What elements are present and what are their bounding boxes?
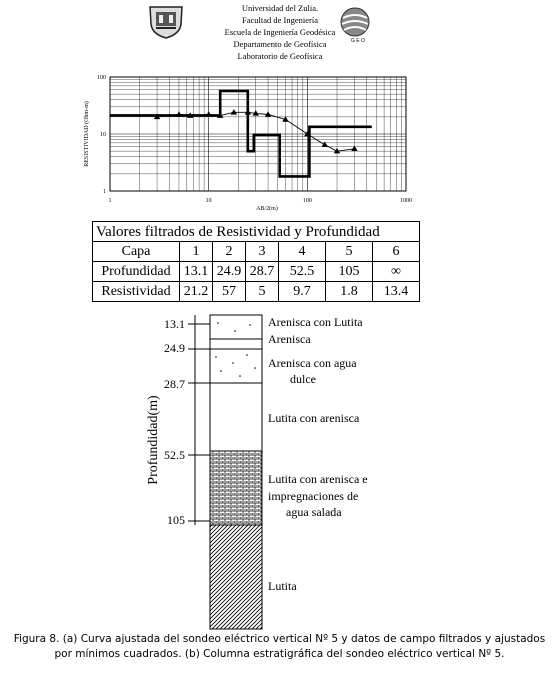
- header-line-laboratory: Laboratorio de Geofísica: [237, 51, 323, 61]
- table-cell: 105: [326, 262, 373, 282]
- field-data-point: [176, 111, 182, 116]
- field-data-point: [351, 146, 357, 151]
- layer-arenisca: [210, 339, 262, 349]
- depth-label: 13.1: [164, 317, 185, 331]
- y-tick-label: 100: [97, 75, 106, 81]
- table-row: [93, 282, 420, 302]
- table-cell: 1: [180, 242, 213, 262]
- table-row: [93, 242, 420, 262]
- x-axis-label: AB/2(m): [256, 206, 278, 212]
- field-data-point: [245, 109, 251, 114]
- geophysics-lab-logo: [337, 4, 381, 44]
- x-tick-label: 100: [302, 198, 312, 204]
- filtered-values-table: [92, 221, 420, 302]
- table-cell: 2: [213, 242, 246, 262]
- table-cell: 1.8: [326, 282, 373, 302]
- header-line-university: Universidad del Zulia.: [241, 3, 319, 13]
- header-line-faculty: Facultad de Ingeniería: [242, 15, 318, 25]
- svg-text:G E O: G E O: [351, 38, 365, 44]
- layer-lutita-con-arenisca: [210, 383, 262, 451]
- header-line-school: Escuela de Ingeniería Geodésica: [224, 27, 336, 37]
- depth-tick-marks: [188, 315, 210, 525]
- university-header: [0, 0, 559, 70]
- university-seal-logo: [146, 4, 186, 40]
- depth-labels: [164, 317, 185, 527]
- x-tick-label: 1000: [400, 198, 412, 204]
- layer-lutita: [210, 525, 262, 629]
- table-cell: 4: [279, 242, 326, 262]
- table-row: [93, 262, 420, 282]
- layer-label: Lutita con arenisca: [268, 411, 360, 425]
- table-cell: 24.9: [213, 262, 246, 282]
- table-cell: Resistividad: [93, 282, 180, 302]
- layer-label: impregnaciones de: [268, 489, 359, 503]
- fitted-model-curve: [110, 91, 372, 176]
- y-tick-label: 10: [100, 132, 106, 138]
- field-data-point: [231, 109, 237, 114]
- header-line-department: Departamento de Geofísica: [233, 39, 327, 49]
- x-tick-label: 1: [108, 198, 112, 204]
- figure-caption: [0, 632, 559, 662]
- depth-label: 24.9: [164, 341, 185, 355]
- layer-label: dulce: [290, 372, 316, 386]
- table-cell: 52.5: [279, 262, 326, 282]
- table-cell: Capa: [93, 242, 180, 262]
- layer-label: agua salada: [286, 505, 342, 519]
- depth-label: 52.5: [164, 448, 185, 462]
- depth-label: 28.7: [164, 377, 185, 391]
- table-cell: 5: [326, 242, 373, 262]
- layer-label: Lutita: [268, 579, 297, 593]
- layer-arenisca-con-agua-dulce: [210, 349, 262, 383]
- x-tick-labels: [109, 198, 413, 204]
- table-cell: 57: [213, 282, 246, 302]
- table-cell: 28.7: [246, 262, 279, 282]
- table-cell: 9.7: [279, 282, 326, 302]
- strat-y-axis-label: Profundidad(m): [146, 395, 161, 485]
- layer-arenisca-con-lutita: [210, 315, 262, 339]
- model-step-line: [110, 91, 372, 176]
- caption-line-2: por mínimos cuadrados. (b) Columna estratigráfica del sondeo eléctrico vertical Nº 5.: [54, 648, 505, 660]
- resistivity-sounding-chart: [0, 70, 559, 220]
- table-cell: 21.2: [180, 282, 213, 302]
- table-cell: 3: [246, 242, 279, 262]
- field-data-point: [322, 141, 328, 146]
- y-tick-label: 1: [103, 189, 106, 195]
- x-tick-label: 10: [205, 198, 212, 204]
- layer-label: Arenisca con Lutita: [268, 315, 363, 329]
- table-cell: 13.4: [373, 282, 420, 302]
- layer-label: Arenisca: [268, 332, 311, 346]
- table-title: Valores filtrados de Resistividad y Profundidad: [93, 222, 420, 242]
- layer-lutita-agua-salada: [210, 451, 262, 525]
- depth-label: 105: [167, 513, 185, 527]
- y-axis-label: RESISTIVIDAD (Ohm-m): [84, 101, 90, 167]
- table-cell: 5: [246, 282, 279, 302]
- table-cell: 13.1: [180, 262, 213, 282]
- caption-line-1: Figura 8. (a) Curva ajustada del sondeo eléctrico vertical Nº 5 y datos de campo filtrados y ajustados: [13, 633, 546, 645]
- y-tick-labels: [97, 75, 106, 195]
- table-cell: 6: [373, 242, 420, 262]
- stratigraphic-column: [0, 305, 559, 630]
- table-cell: ∞: [373, 262, 420, 282]
- layer-label: Arenisca con agua: [268, 356, 357, 370]
- field-data-point: [205, 111, 211, 116]
- layer-label: Lutita con arenisca e: [268, 472, 368, 486]
- table-cell: Profundidad: [93, 262, 180, 282]
- layer-labels: [268, 315, 368, 593]
